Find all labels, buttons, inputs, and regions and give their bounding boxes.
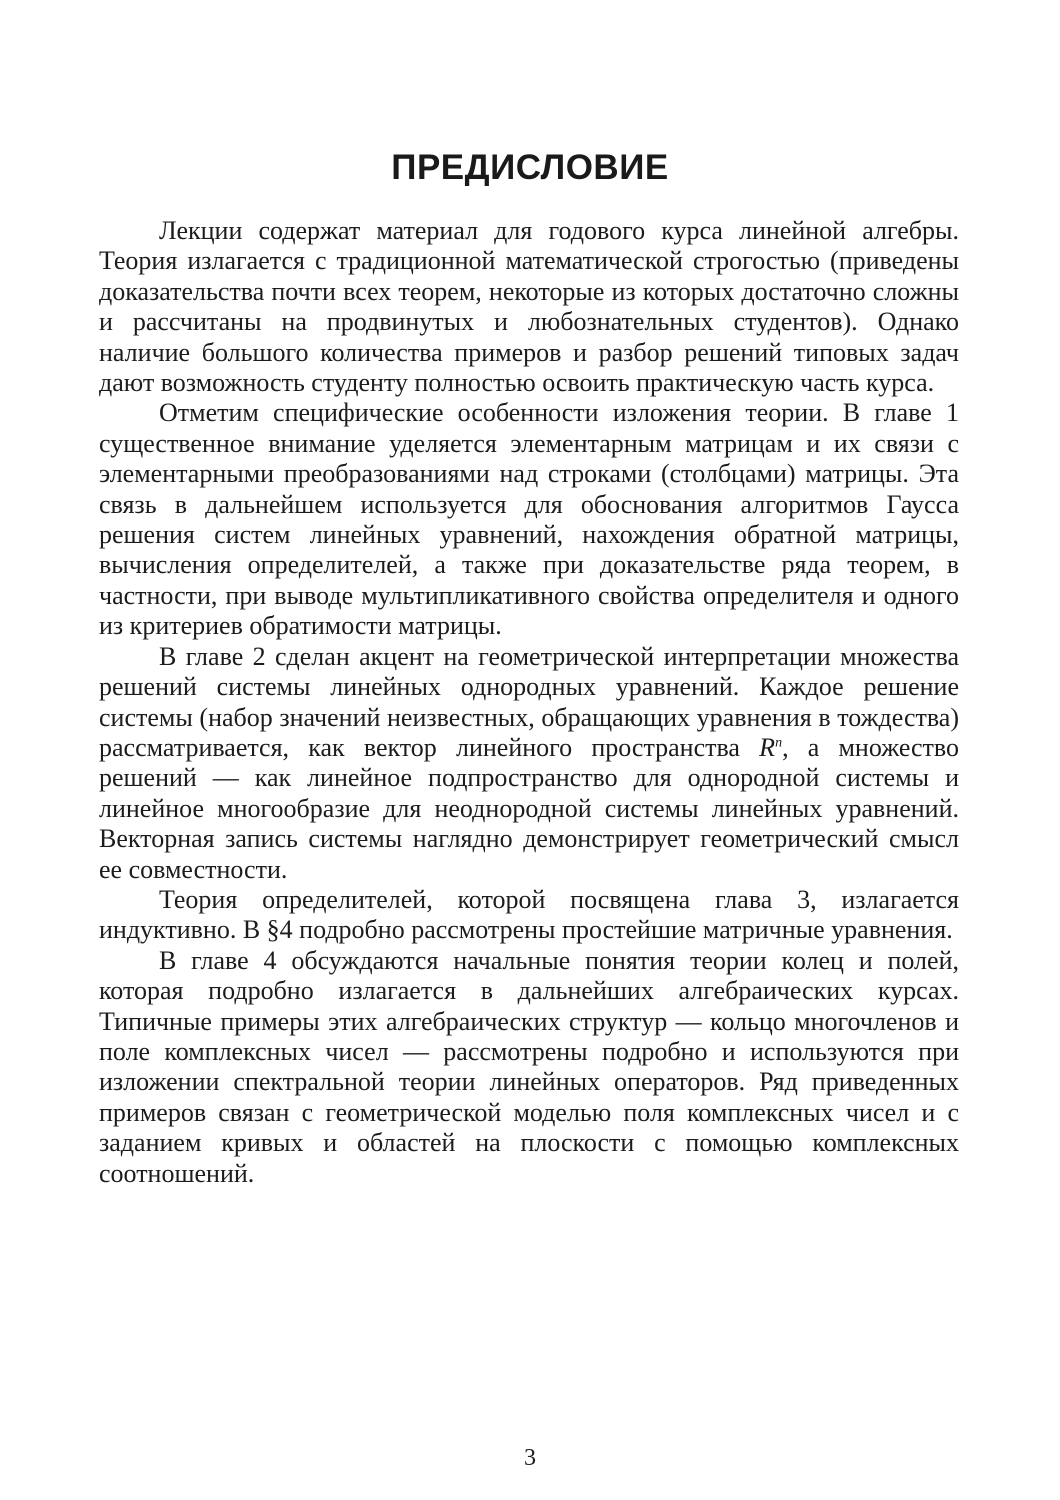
paragraph-4: Теория определителей, которой посвящена глава 3, излагается индуктивно. В §4 подробно рассмотрены простейшие матричные уравнения. — [99, 884, 959, 945]
paragraph-2: Отметим специфические особенности изложения теории. В главе 1 существенное внимание уделяется элементарным матрицам и их связи с элементарными преобразованиями над строками (столбцами) матрицы. Эта связь в дальнейшем используется для обоснования алгоритмов Гаусса решения систем линейных уравнений, нахождения обратной матрицы, вычисления определителей, а также при доказательстве ряда теорем, в частности, при выводе мультипликативного свойства определителя и одного из критериев обратимости матрицы. — [99, 398, 959, 641]
paragraph-3 — [99, 642, 959, 885]
vector-space-symbol: R — [759, 732, 776, 762]
paragraph-5: В главе 4 обсуждаются начальные понятия теории колец и полей, которая подробно излагается в дальнейших алгебраических курсах. Типичные примеры этих алгебраических структур — кольцо многочленов и поле комплексных чисел — рассмотрены подробно и используются при изложении спектральной теории линейных операторов. Ряд приведенных примеров связан с геометрической моделью поля комплексных чисел и с заданием кривых и областей на плоскости с помощью комплексных соотношений. — [99, 945, 959, 1188]
paragraph-3-part-1: В главе 2 сделан акцент на геометрической интерпретации множества решений системы линейных однородных уравнений. Каждое решение системы (набор значений неизвестных, обращающих уравнения в тождества) рассматривается, как вектор линейного пространства — [99, 641, 959, 762]
paragraph-1: Лекции содержат материал для годового курса линейной алгебры. Теория излагается с традиционной математической строгостью (приведены доказательства почти всех теорем, некоторые из которых достаточно сложны и рассчитаны на продвинутых и любознательных студентов). Однако наличие большого количества примеров и разбор решений типовых задач дают возможность студенту полностью освоить практическую часть курса. — [99, 216, 959, 398]
vector-space-dimension: n — [775, 735, 783, 751]
page-number: 3 — [524, 1445, 536, 1471]
page-title: ПРЕДИСЛОВИЕ — [391, 148, 669, 187]
paragraph-3-part-2: , а множество решений — как линейное подпространство для однородной системы и линейное многообразие для неоднородной системы линейных уравнений. Векторная запись системы наглядно демонстрирует геометрический смысл ее совместности. — [99, 732, 960, 884]
preface-body — [99, 216, 959, 1189]
